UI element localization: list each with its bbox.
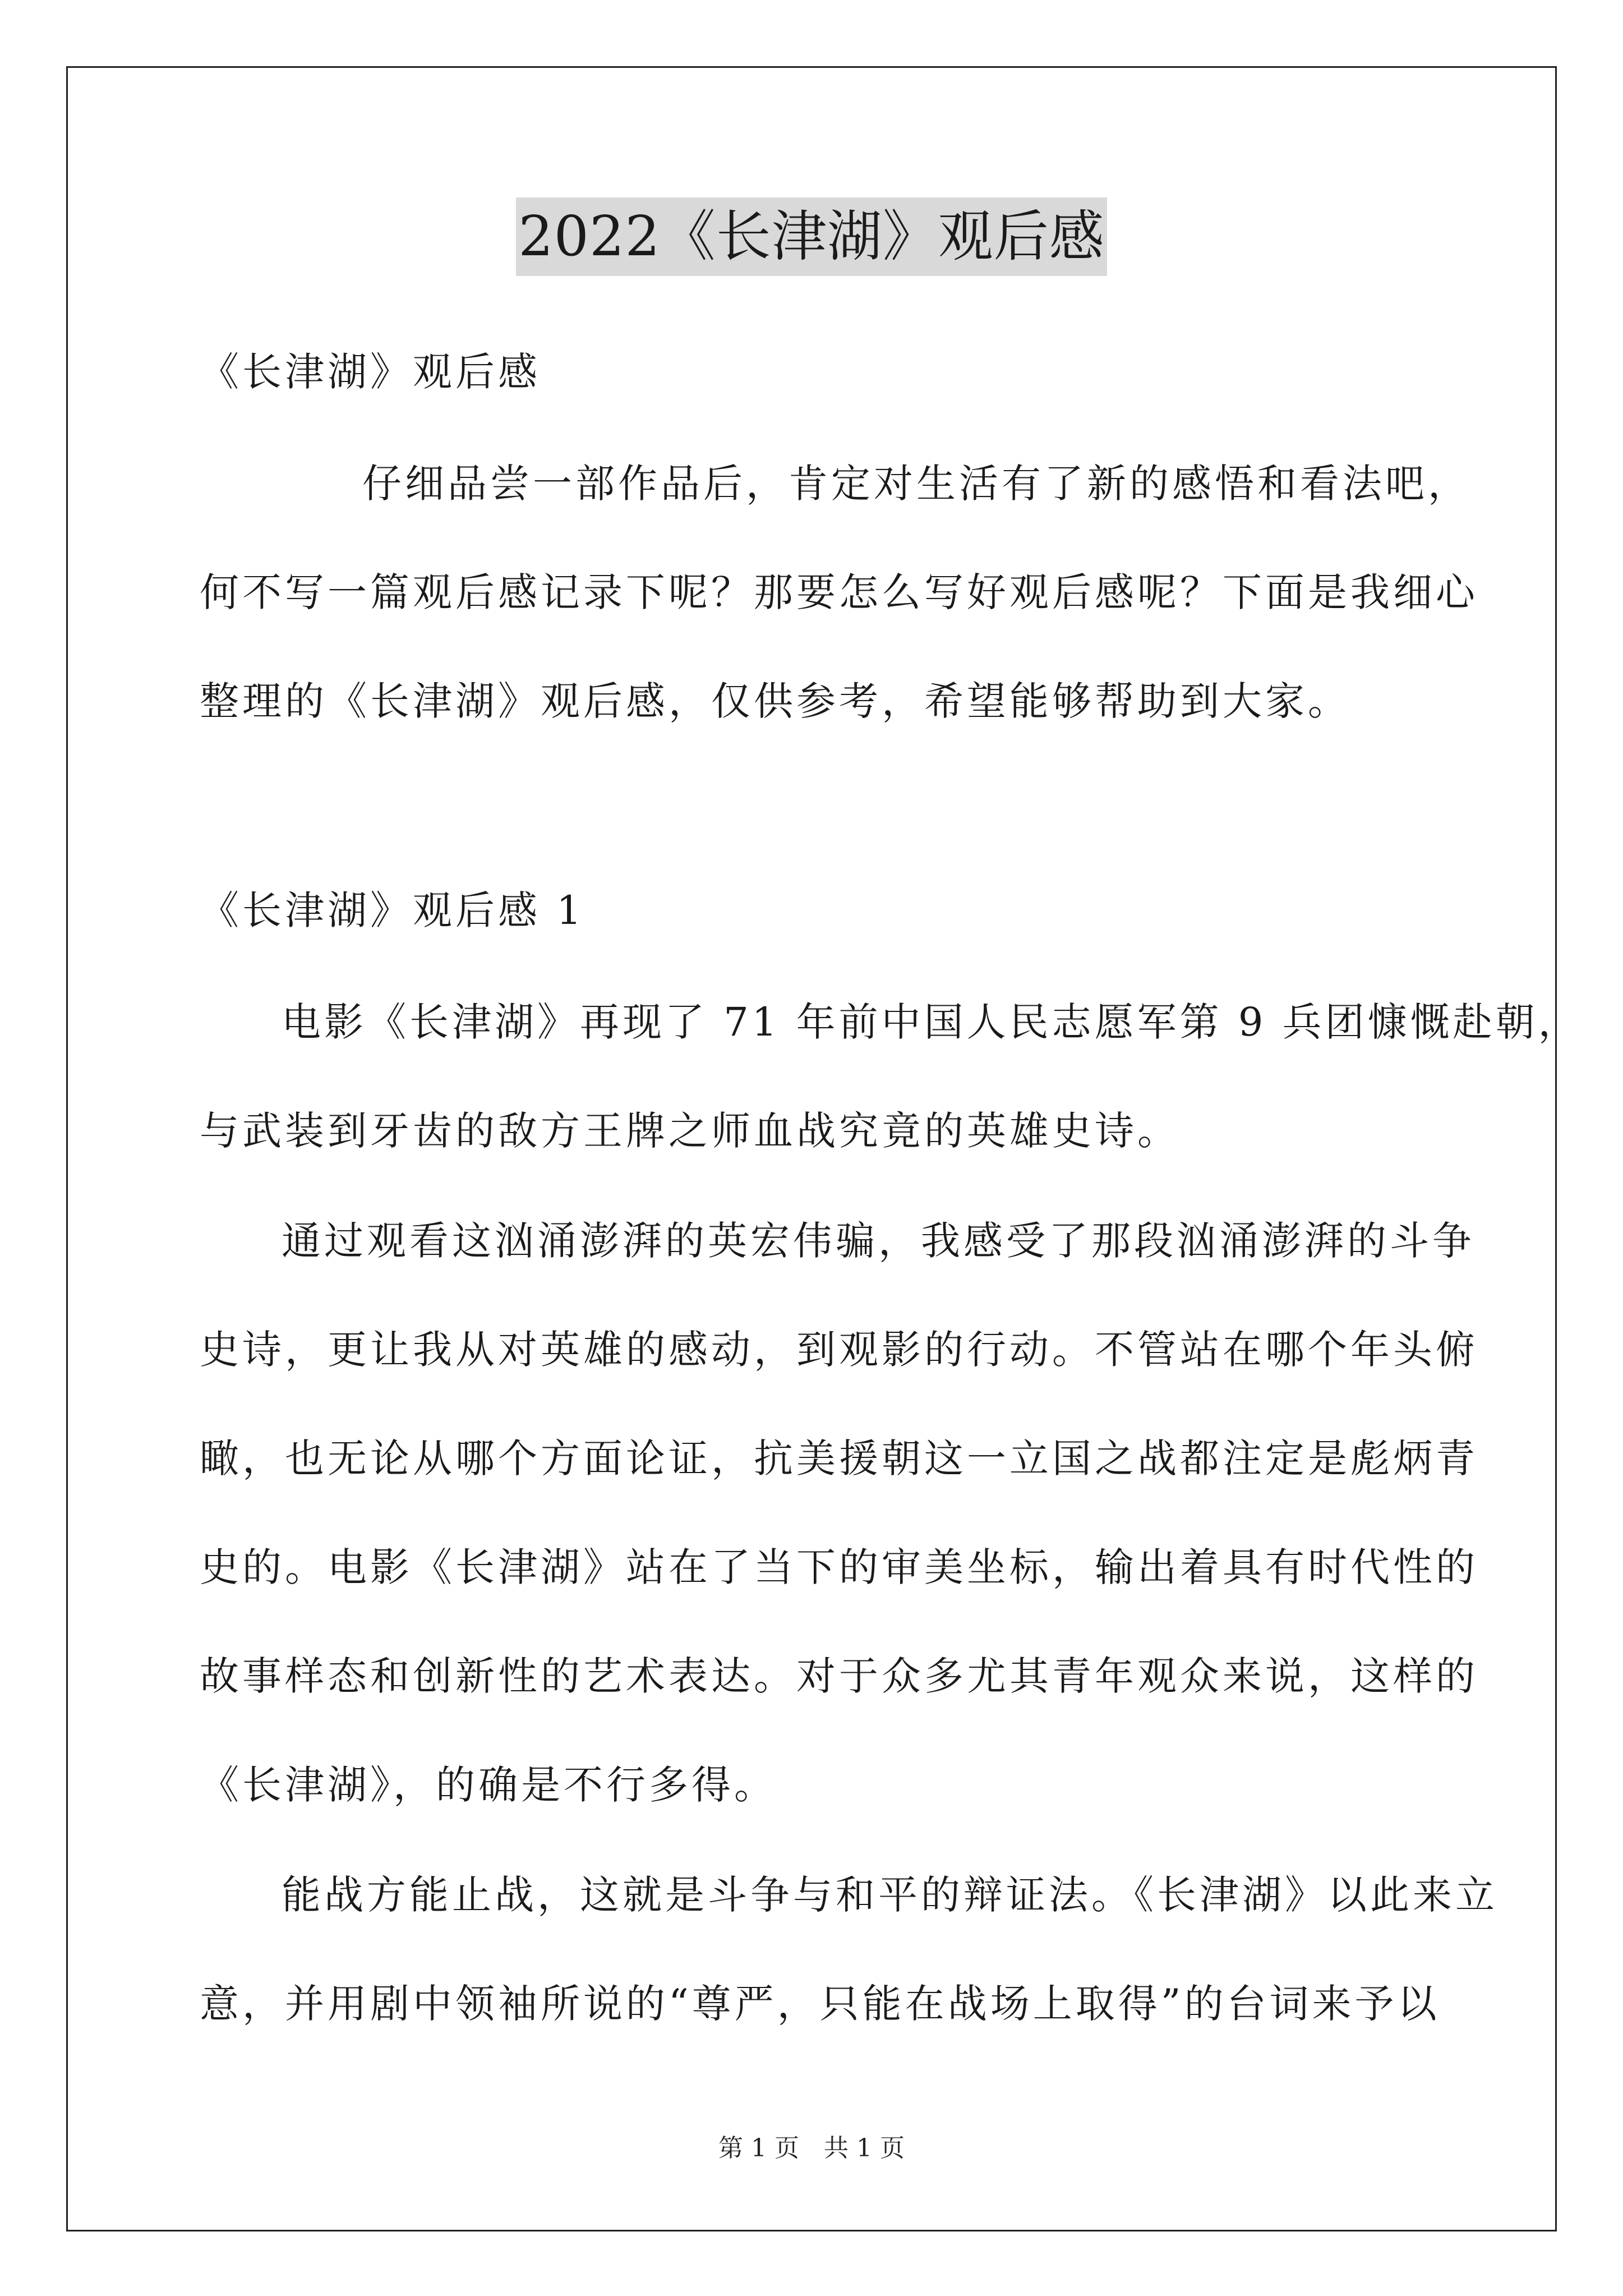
- paragraph2-line-5: 故事样态和创新性的艺术表达。对于众多尤其青年观众来说，这样的: [200, 1653, 1478, 1699]
- page-footer: 第 1 页 共 1 页: [718, 2134, 905, 2162]
- paragraph2-line-4: 史的。电影《长津湖》站在了当下的审美坐标，输出着具有时代性的: [200, 1544, 1478, 1590]
- paragraph2-line-6: 《长津湖》，的确是不行多得。: [200, 1762, 777, 1808]
- paragraph3-line-2: 意，并用剧中领袖所说的“尊严，只能在战场上取得”的台词来予以: [200, 1981, 1440, 2027]
- document-title: 2022《长津湖》观后感: [516, 197, 1106, 276]
- document-subtitle: 《长津湖》观后感: [200, 349, 541, 395]
- section-heading: 《长津湖》观后感 1: [200, 887, 585, 933]
- paragraph3-line-1: 能战方能止战，这就是斗争与和平的辩证法。《长津湖》以此来立: [282, 1872, 1498, 1918]
- paragraph2-line-1: 通过观看这汹涌澎湃的英宏伟骗，我感受了那段汹涌澎湃的斗争: [282, 1218, 1475, 1264]
- paragraph2-line-3: 瞰，也无论从哪个方面论证，抗美援朝这一立国之战都注定是彪炳青: [200, 1435, 1478, 1481]
- title-container: [0, 197, 1623, 276]
- intro-line-3: 整理的《长津湖》观后感，仅供参考，希望能够帮助到大家。: [200, 678, 1350, 724]
- paragraph1-line-1: 电影《长津湖》再现了 71 年前中国人民志愿军第 9 兵团慷慨赴朝，: [282, 999, 1581, 1045]
- paragraph1-line-2: 与武装到牙齿的敌方王牌之师血战究竟的英雄史诗。: [200, 1108, 1180, 1154]
- intro-line-2: 何不写一篇观后感记录下呢？那要怎么写好观后感呢？下面是我细心: [200, 569, 1478, 615]
- intro-line-1: 仔细品尝一部作品后，肯定对生活有了新的感悟和看法吧，: [362, 461, 1470, 507]
- paragraph2-line-2: 史诗，更让我从对英雄的感动，到观影的行动。不管站在哪个年头俯: [200, 1327, 1478, 1373]
